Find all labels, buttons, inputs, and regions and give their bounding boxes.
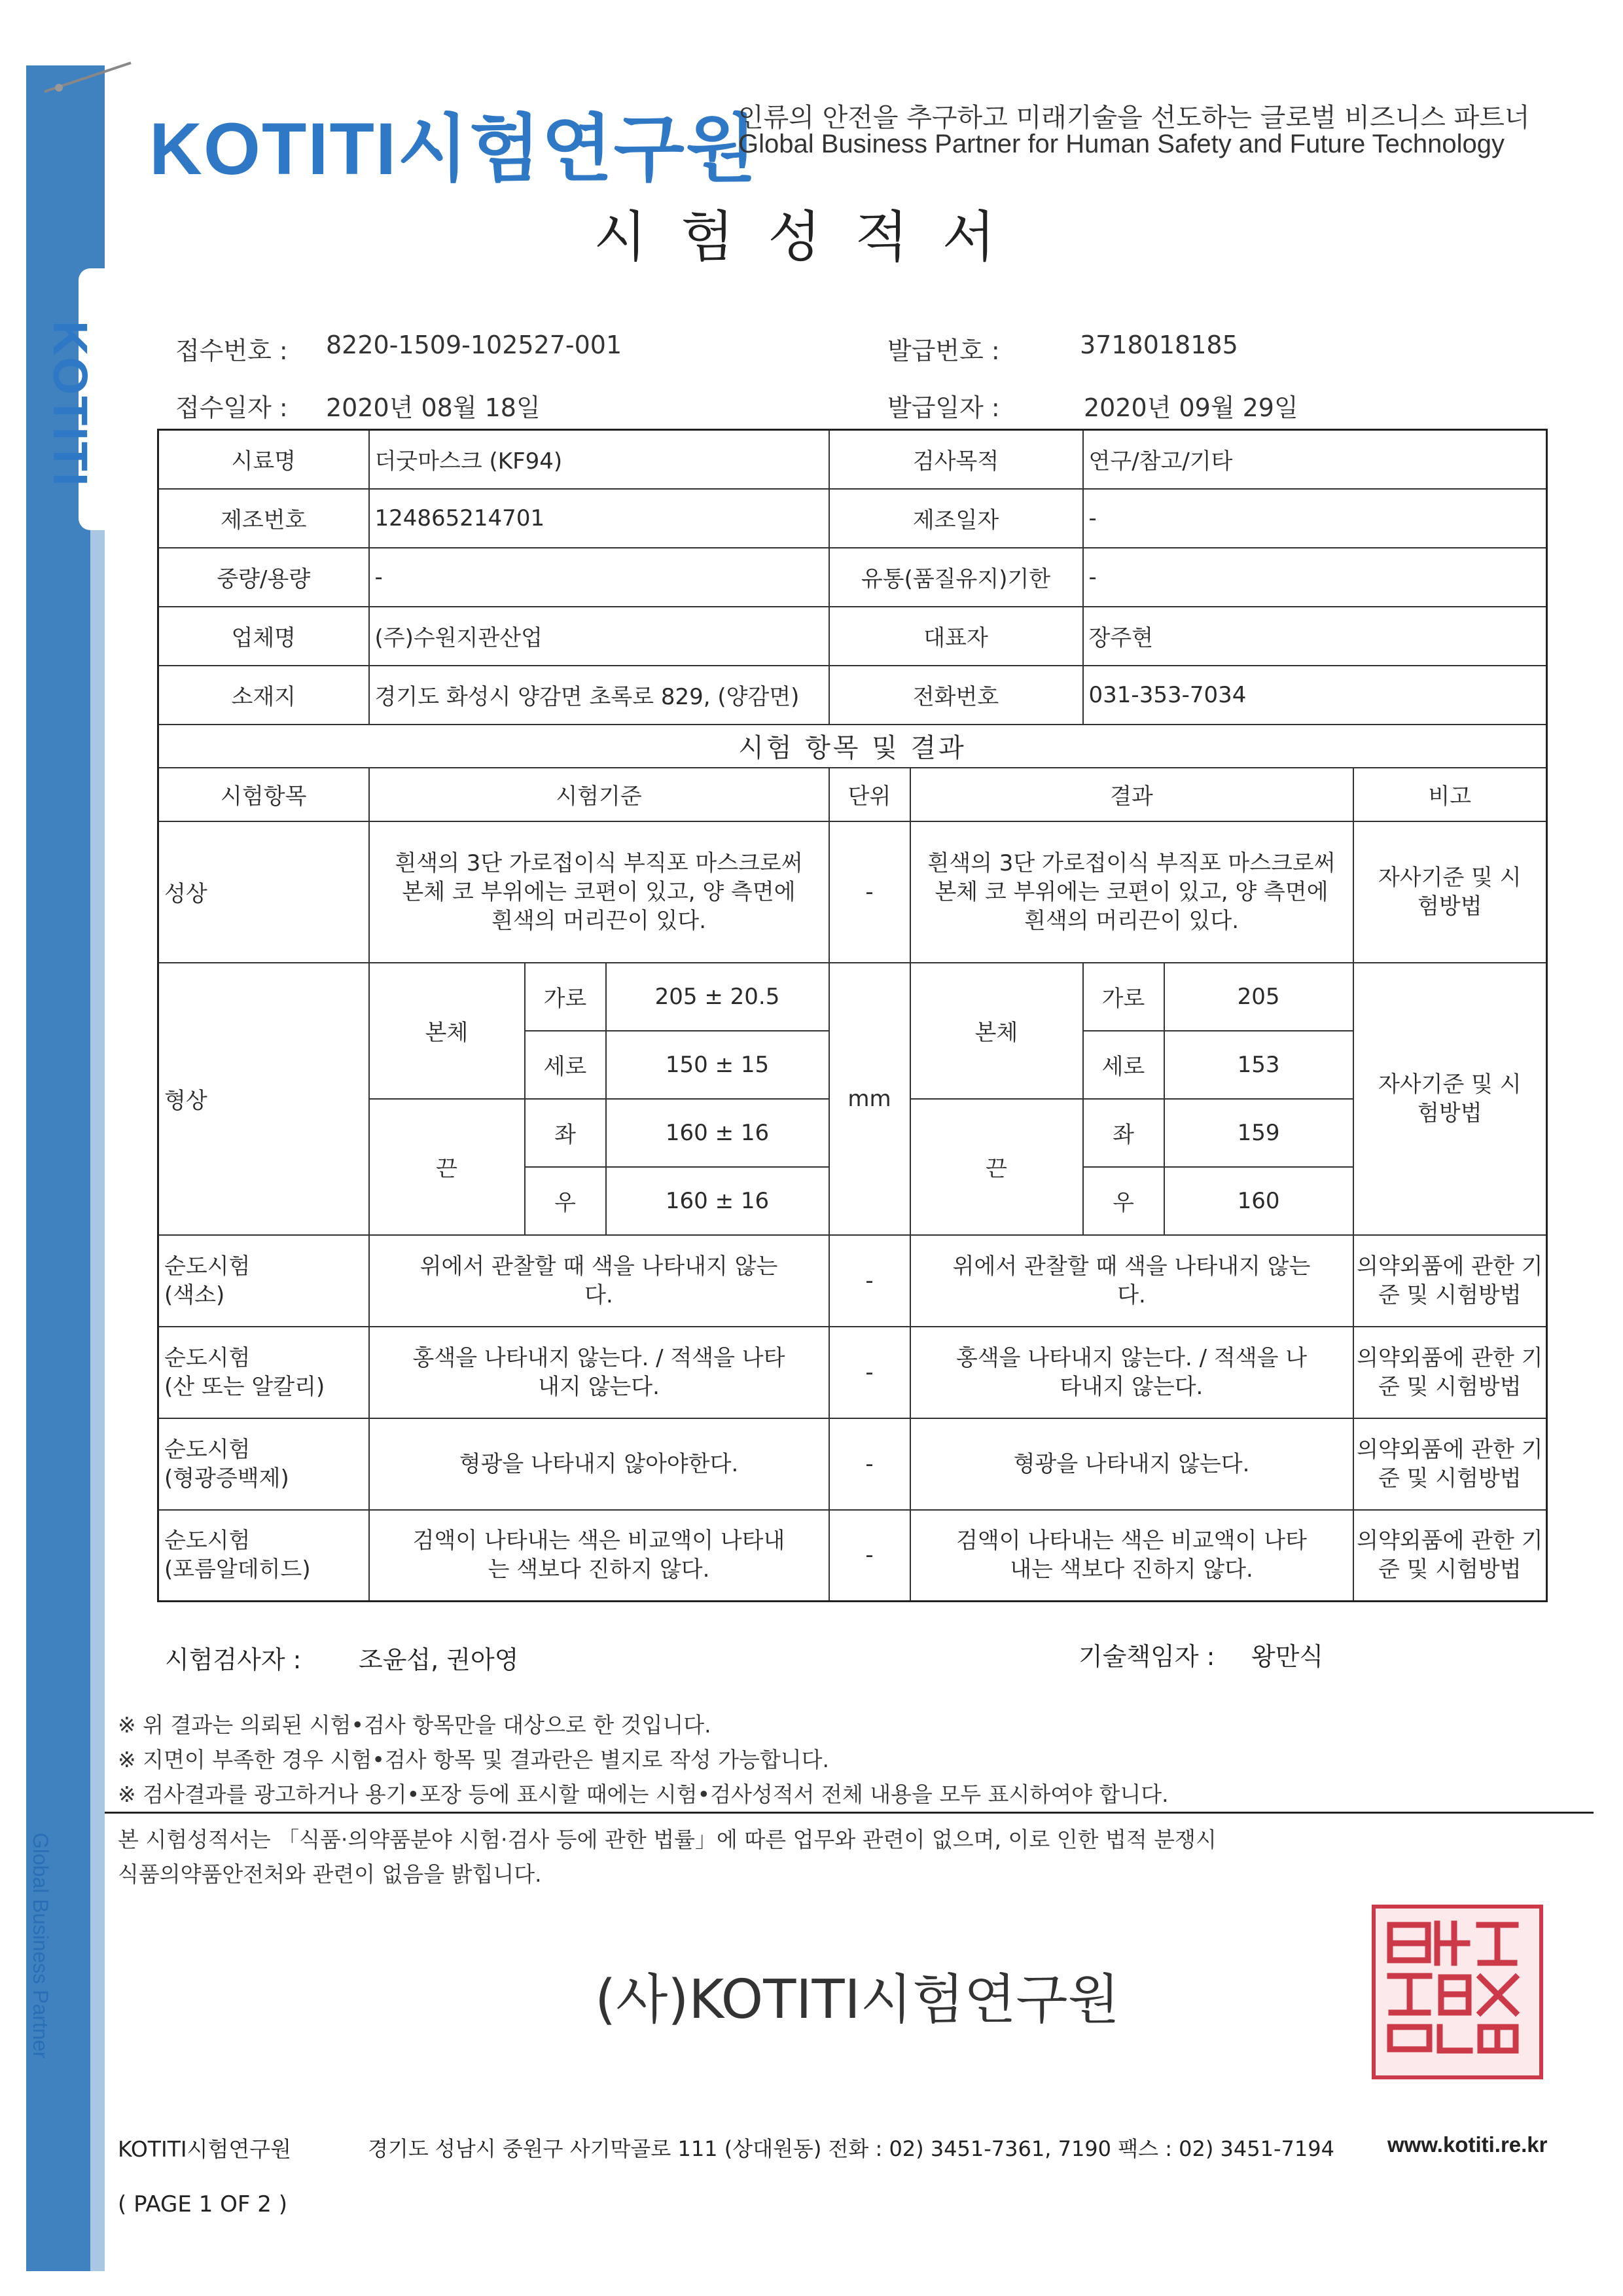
phone-label: 전화번호 — [829, 666, 1083, 725]
purity-item-line2: (형광증백제) — [164, 1465, 289, 1492]
phone: 031-353-7034 — [1083, 666, 1547, 725]
tester-label: 시험검사자 : — [165, 1645, 302, 1674]
footer-website-link[interactable]: www.kotiti.re.kr — [1387, 2132, 1548, 2157]
info-row — [158, 489, 1547, 548]
purity-remark: 의약외품에 관한 기준 및 시험방법 — [1353, 1418, 1547, 1510]
sample-name: 더굿마스크 (KF94) — [369, 430, 829, 489]
appearance-row — [158, 821, 1547, 963]
weight-label: 중량/용량 — [158, 548, 369, 607]
purity-remark: 의약외품에 관한 기준 및 시험방법 — [1353, 1235, 1547, 1327]
purity-standard: 검액이 나타내는 색은 비교액이 나타내는 색보다 진하지 않다. — [369, 1510, 829, 1602]
company: (주)수원지관산업 — [369, 607, 829, 666]
tagline-korean: 인류의 안전을 추구하고 미래기술을 선도하는 글로벌 비즈니스 파트너 — [738, 103, 1530, 133]
issue-date-label: 발급일자 : — [887, 393, 1000, 422]
purity-unit: - — [829, 1510, 910, 1602]
purity-item — [158, 1327, 369, 1418]
shape-res-width: 205 — [1164, 963, 1353, 1031]
header-item: 시험항목 — [158, 768, 369, 821]
section-title-row — [158, 725, 1547, 768]
shape-unit: mm — [829, 963, 910, 1235]
weight: - — [369, 548, 829, 607]
purity-item — [158, 1235, 369, 1327]
address: 경기도 화성시 양감면 초록로 829, (양감면) — [369, 666, 829, 725]
kotiti-logo: KOTITI시험연구원 — [149, 108, 758, 190]
mfg-date: - — [1083, 489, 1547, 548]
page-indicator: ( PAGE 1 OF 2 ) — [118, 2191, 287, 2217]
appearance-result: 흰색의 3단 가로접이식 부직포 마스크로써 본체 코 부위에는 코편이 있고, 양 측면에 흰색의 머리끈이 있다. — [910, 821, 1353, 963]
purity-item-line2: (포름알데히드) — [164, 1556, 311, 1583]
shape-std-height-label: 세로 — [525, 1031, 606, 1099]
header-result: 결과 — [910, 768, 1353, 821]
institute-name: (사)KOTITI시험연구원 — [595, 1969, 1120, 2031]
divider-line — [105, 1812, 1594, 1814]
side-slogan: Global Business Partner — [29, 1833, 52, 2059]
footer-org: KOTITI시험연구원 — [118, 2136, 291, 2162]
purity-unit: - — [829, 1327, 910, 1418]
info-row — [158, 607, 1547, 666]
shape-std-strap: 끈 — [369, 1099, 525, 1235]
shape-std-left: 160 ± 16 — [606, 1099, 829, 1167]
purity-standard: 형광을 나타내지 않아야한다. — [369, 1418, 829, 1510]
shape-std-width: 205 ± 20.5 — [606, 963, 829, 1031]
appearance-unit: - — [829, 821, 910, 963]
tagline-english: Global Business Partner for Human Safety and Future Technology — [738, 130, 1505, 158]
purity-result: 위에서 관찰할 때 색을 나타내지 않는다. — [910, 1235, 1353, 1327]
purity-item-line2: (색소) — [164, 1282, 225, 1308]
test-report-table — [157, 429, 1548, 1602]
pin-icon — [39, 59, 137, 98]
shape-std-right: 160 ± 16 — [606, 1167, 829, 1235]
mfg-no: 124865214701 — [369, 489, 829, 548]
shape-std-width-label: 가로 — [525, 963, 606, 1031]
expiry: - — [1083, 548, 1547, 607]
appearance-standard: 흰색의 3단 가로접이식 부직포 마스크로써 본체 코 부위에는 코편이 있고, 양 측면에 흰색의 머리끈이 있다. — [369, 821, 829, 963]
purity-item-line1: 순도시험 — [164, 1253, 251, 1280]
shape-res-right: 160 — [1164, 1167, 1353, 1235]
info-row — [158, 430, 1547, 489]
results-section-title: 시험 항목 및 결과 — [158, 725, 1547, 768]
purity-remark: 의약외품에 관한 기준 및 시험방법 — [1353, 1510, 1547, 1602]
purpose-label: 검사목적 — [829, 430, 1083, 489]
company-label: 업체명 — [158, 607, 369, 666]
note-line: ※ 지면이 부족한 경우 시험•검사 항목 및 결과란은 별지로 작성 가능합니다. — [118, 1747, 829, 1772]
shape-res-height-label: 세로 — [1083, 1031, 1164, 1099]
footer-address: 경기도 성남시 중원구 사기막골로 111 (상대원동) 전화 : 02) 3451-7361, 7190 팩스 : 02) 3451-7194 — [368, 2136, 1334, 2161]
purity-standard: 홍색을 나타내지 않는다. / 적색을 나타내지 않는다. — [369, 1327, 829, 1418]
results-header-row — [158, 768, 1547, 821]
address-label: 소재지 — [158, 666, 369, 725]
note-line: ※ 위 결과는 의뢰된 시험•검사 항목만을 대상으로 한 것입니다. — [118, 1712, 711, 1738]
purity-row — [158, 1327, 1547, 1418]
tester-names: 조윤섭, 권아영 — [359, 1645, 519, 1674]
ceo-label: 대표자 — [829, 607, 1083, 666]
side-logo: KOTITI — [43, 321, 98, 488]
issue-no-label: 발급번호 : — [887, 336, 1000, 365]
purity-item — [158, 1418, 369, 1510]
ceo: 장주현 — [1083, 607, 1547, 666]
purity-unit: - — [829, 1235, 910, 1327]
receipt-no-label: 접수번호 : — [175, 336, 288, 365]
info-row — [158, 666, 1547, 725]
shape-row — [158, 963, 1547, 1031]
purpose: 연구/참고/기타 — [1083, 430, 1547, 489]
seal-icon — [1381, 1914, 1526, 2060]
appearance-remark: 자사기준 및 시험방법 — [1353, 821, 1547, 963]
document-title: 시험성적서 — [594, 205, 1029, 269]
shape-res-right-label: 우 — [1083, 1167, 1164, 1235]
sample-name-label: 시료명 — [158, 430, 369, 489]
shape-std-right-label: 우 — [525, 1167, 606, 1235]
receipt-date: 2020년 08월 18일 — [326, 393, 541, 422]
disclaimer-line: 본 시험성적서는 「식품·의약품분야 시험·검사 등에 관한 법률」에 따른 업무와 관련이 없으며, 이로 인한 법적 분쟁시 — [118, 1827, 1217, 1852]
shape-remark: 자사기준 및 시험방법 — [1353, 963, 1547, 1235]
purity-row — [158, 1418, 1547, 1510]
header-standard: 시험기준 — [369, 768, 829, 821]
shape-std-height: 150 ± 15 — [606, 1031, 829, 1099]
expiry-label: 유통(품질유지)기한 — [829, 548, 1083, 607]
note-line: ※ 검사결과를 광고하거나 용기•포장 등에 표시할 때에는 시험•검사성적서 전체 내용을 모두 표시하여야 합니다. — [118, 1782, 1169, 1807]
manager-label: 기술책임자 : — [1079, 1642, 1215, 1671]
shape-item: 형상 — [158, 963, 369, 1235]
mfg-no-label: 제조번호 — [158, 489, 369, 548]
header-remark: 비고 — [1353, 768, 1547, 821]
purity-item-line1: 순도시험 — [164, 1528, 251, 1554]
purity-result: 홍색을 나타내지 않는다. / 적색을 나타내지 않는다. — [910, 1327, 1353, 1418]
shape-res-body: 본체 — [910, 963, 1083, 1099]
purity-item — [158, 1510, 369, 1602]
receipt-no: 8220-1509-102527-001 — [326, 331, 622, 359]
shape-std-body: 본체 — [369, 963, 525, 1099]
receipt-date-label: 접수일자 : — [175, 393, 288, 422]
info-row — [158, 548, 1547, 607]
purity-row — [158, 1235, 1547, 1327]
purity-item-line1: 순도시험 — [164, 1344, 251, 1371]
shape-std-left-label: 좌 — [525, 1099, 606, 1167]
shape-res-width-label: 가로 — [1083, 963, 1164, 1031]
purity-row — [158, 1510, 1547, 1602]
shape-res-height: 153 — [1164, 1031, 1353, 1099]
shape-res-strap: 끈 — [910, 1099, 1083, 1235]
mfg-date-label: 제조일자 — [829, 489, 1083, 548]
issue-no: 3718018185 — [1080, 331, 1238, 359]
disclaimer-line: 식품의약품안전처와 관련이 없음을 밝힙니다. — [118, 1861, 542, 1887]
purity-item-line2: (산 또는 알칼리) — [164, 1373, 325, 1400]
shape-res-left-label: 좌 — [1083, 1099, 1164, 1167]
purity-standard: 위에서 관찰할 때 색을 나타내지 않는다. — [369, 1235, 829, 1327]
purity-remark: 의약외품에 관한 기준 및 시험방법 — [1353, 1327, 1547, 1418]
shape-res-left: 159 — [1164, 1099, 1353, 1167]
header-unit: 단위 — [829, 768, 910, 821]
purity-result: 검액이 나타내는 색은 비교액이 나타내는 색보다 진하지 않다. — [910, 1510, 1353, 1602]
purity-item-line1: 순도시험 — [164, 1436, 251, 1463]
appearance-item: 성상 — [158, 821, 369, 963]
manager-name: 왕만식 — [1251, 1642, 1324, 1671]
issue-date: 2020년 09월 29일 — [1084, 393, 1298, 422]
purity-unit: - — [829, 1418, 910, 1510]
purity-result: 형광을 나타내지 않는다. — [910, 1418, 1353, 1510]
